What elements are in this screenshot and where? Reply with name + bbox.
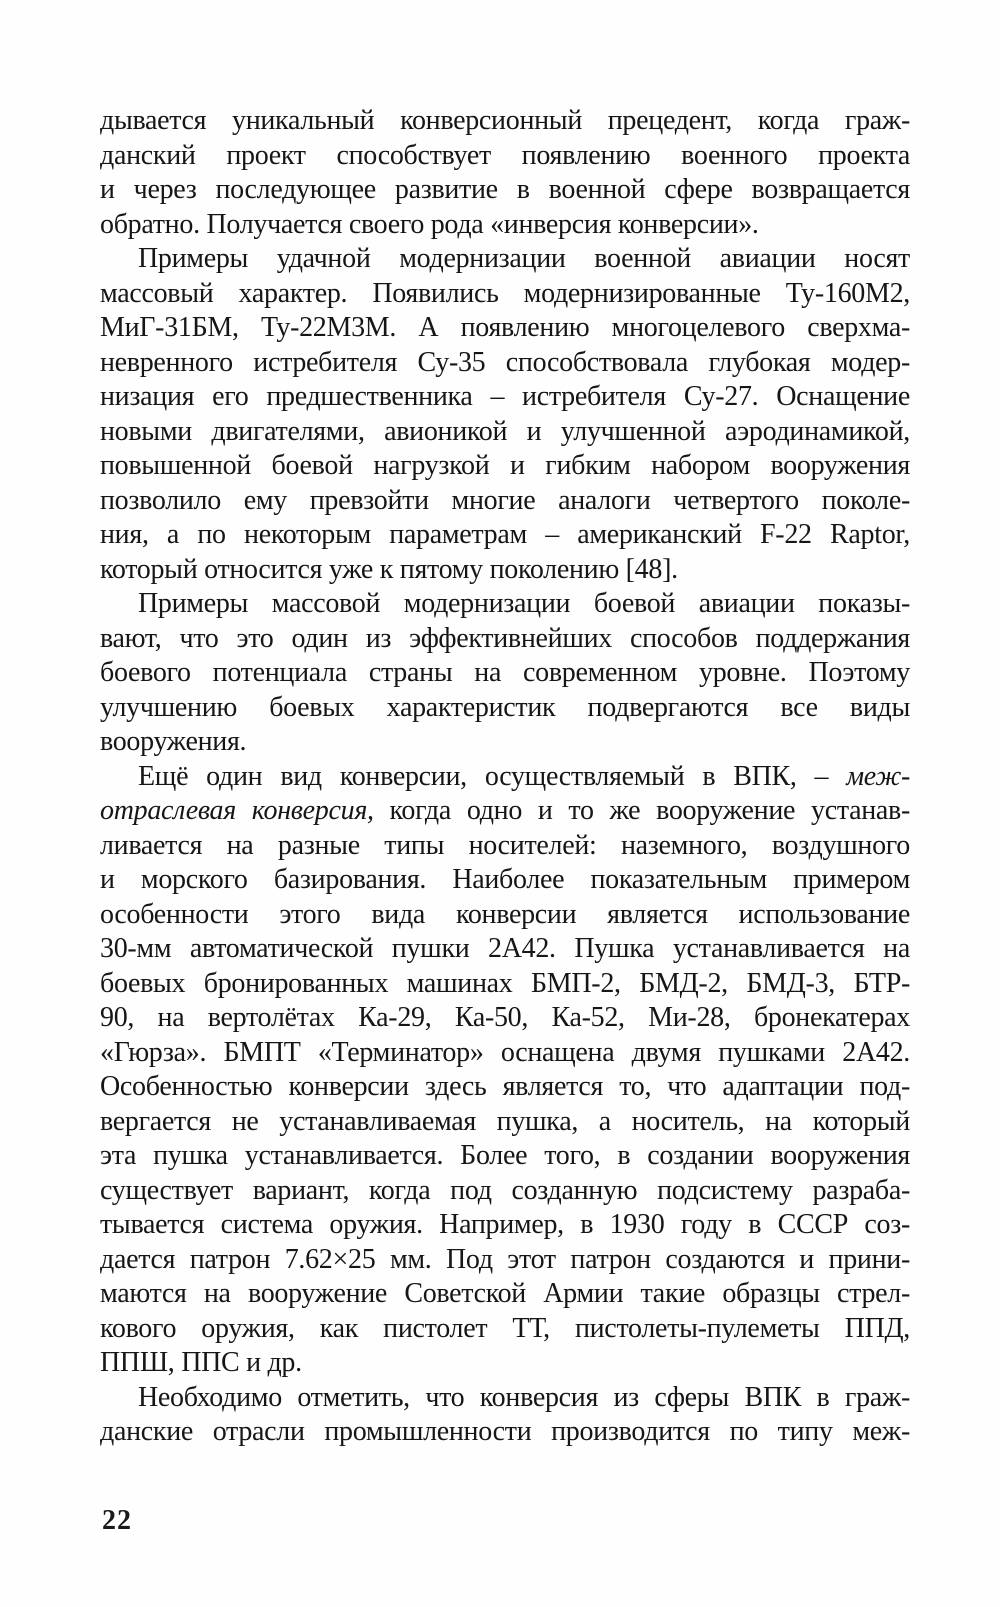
- text-segment: обратно. Получается своего рода «инверсия конверсии».: [100, 208, 759, 240]
- text-segment: кового оружия, как пистолет ТТ, пистолеты-пулеметы ППД,: [100, 1312, 910, 1344]
- text-segment: особенности этого вида конверсии является использование: [100, 898, 910, 930]
- text-line: [100, 208, 910, 243]
- text-line: [100, 346, 910, 381]
- text-line: [100, 691, 910, 726]
- text-line: [100, 1139, 910, 1174]
- text-line: [100, 1105, 910, 1140]
- text-segment: вают, что это один из эффективнейших способов поддержания: [100, 622, 910, 654]
- text-line: [100, 1277, 910, 1312]
- text-segment: дывается уникальный конверсионный прецедент, когда граж-: [100, 105, 910, 136]
- text-segment: боевого потенциала страны на современном уровне. Поэтому: [100, 657, 910, 688]
- text-line: [100, 415, 910, 450]
- text-segment: Примеры массовой модернизации боевой авиации показы-: [138, 588, 910, 619]
- text-block: [100, 104, 910, 1450]
- text-segment: и через последующее развитие в военной сфере возвращается: [100, 174, 910, 205]
- text-line: [100, 760, 910, 795]
- text-segment: данские отрасли промышленности производится по типу меж-: [100, 1416, 910, 1447]
- text-line: [100, 794, 910, 829]
- text-line: [100, 1312, 910, 1347]
- text-segment: Примеры удачной модернизации военной авиации носят: [138, 243, 910, 274]
- text-line: [100, 898, 910, 933]
- text-line: [100, 1243, 910, 1278]
- text-segment: ния, а по некоторым параметрам – американский F-22 Raptor,: [100, 519, 910, 550]
- text-segment: эта пушка устанавливается. Более того, в создании вооружения: [100, 1140, 910, 1171]
- text-segment: который относится уже к пятому поколению [48].: [100, 553, 678, 585]
- text-line: [100, 1174, 910, 1209]
- text-line: [100, 829, 910, 864]
- text-segment: 90, на вертолётах Ка-29, Ка-50, Ка-52, Ми-28, бронекатерах: [100, 1002, 910, 1033]
- text-line: [100, 518, 910, 553]
- text-segment: Необходимо отметить, что конверсия из сферы ВПК в граж-: [138, 1381, 910, 1413]
- text-segment: тывается система оружия. Например, в 1930 году в СССР соз-: [100, 1209, 910, 1240]
- text-segment: данский проект способствует появлению военного проекта: [100, 139, 910, 171]
- text-line: [100, 311, 910, 346]
- text-line: [100, 932, 910, 967]
- text-segment: повышенной боевой нагрузкой и гибким набором вооружения: [100, 450, 910, 481]
- text-line: [100, 1001, 910, 1036]
- text-segment: существует вариант, когда под созданную подсистему разраба-: [100, 1174, 910, 1206]
- text-segment: дается патрон 7.62×25 мм. Под этот патрон создаются и прини-: [100, 1243, 910, 1275]
- text-line: [100, 1036, 910, 1071]
- text-segment: новыми двигателями, авионикой и улучшенной аэродинамикой,: [100, 415, 910, 447]
- text-line: [100, 1415, 910, 1450]
- text-line: [100, 104, 910, 139]
- text-line: [100, 1346, 910, 1381]
- text-segment: невренного истребителя Су-35 способствовала глубокая модер-: [100, 346, 910, 378]
- page-number: 22: [102, 1505, 132, 1536]
- text-line: [100, 967, 910, 1002]
- text-segment: позволило ему превзойти многие аналоги четвертого поколе-: [100, 484, 910, 516]
- text-segment: массовый характер. Появились модернизированные Ту-160М2,: [100, 277, 910, 309]
- text-segment: отраслевая конверсия,: [100, 795, 374, 826]
- text-line: [100, 173, 910, 208]
- text-segment: 30-мм автоматической пушки 2А42. Пушка устанавливается на: [100, 933, 910, 964]
- text-line: [100, 1070, 910, 1105]
- text-line: [100, 242, 910, 277]
- text-segment: улучшению боевых характеристик подвергаются все виды: [100, 691, 910, 723]
- text-segment: боевых бронированных машинах БМП-2, БМД-2, БМД-3, БТР-: [100, 967, 910, 999]
- text-segment: меж-: [846, 760, 910, 792]
- text-line: [100, 484, 910, 519]
- text-segment: Особенностью конверсии здесь является то, что адаптации под-: [100, 1071, 910, 1102]
- text-line: [100, 553, 910, 588]
- text-line: [100, 1208, 910, 1243]
- text-line: [100, 1381, 910, 1416]
- text-segment: и морского базирования. Наиболее показательным примером: [100, 864, 910, 895]
- text-segment: Ещё один вид конверсии, осуществляемый в ВПК, –: [138, 760, 847, 792]
- text-segment: когда одно и то же вооружение устанав-: [373, 795, 910, 826]
- text-line: [100, 277, 910, 312]
- text-segment: ППШ, ППС и др.: [100, 1347, 302, 1378]
- text-line: [100, 380, 910, 415]
- text-line: [100, 863, 910, 898]
- text-segment: маются на вооружение Советской Армии такие образцы стрел-: [100, 1278, 910, 1309]
- text-line: [100, 656, 910, 691]
- text-segment: низация его предшественника – истребителя Су-27. Оснащение: [100, 381, 910, 412]
- text-line: [100, 725, 910, 760]
- text-segment: «Гюрза». БМПТ «Терминатор» оснащена двумя пушками 2А42.: [100, 1036, 910, 1068]
- text-line: [100, 587, 910, 622]
- text-segment: ливается на разные типы носителей: наземного, воздушного: [100, 829, 910, 861]
- text-line: [100, 449, 910, 484]
- text-line: [100, 139, 910, 174]
- text-segment: вергается не устанавливаемая пушка, а носитель, на который: [100, 1105, 910, 1137]
- text-line: [100, 622, 910, 657]
- text-segment: вооружения.: [100, 726, 247, 757]
- text-segment: МиГ-31БМ, Ту-22М3М. А появлению многоцелевого сверхма-: [100, 312, 910, 343]
